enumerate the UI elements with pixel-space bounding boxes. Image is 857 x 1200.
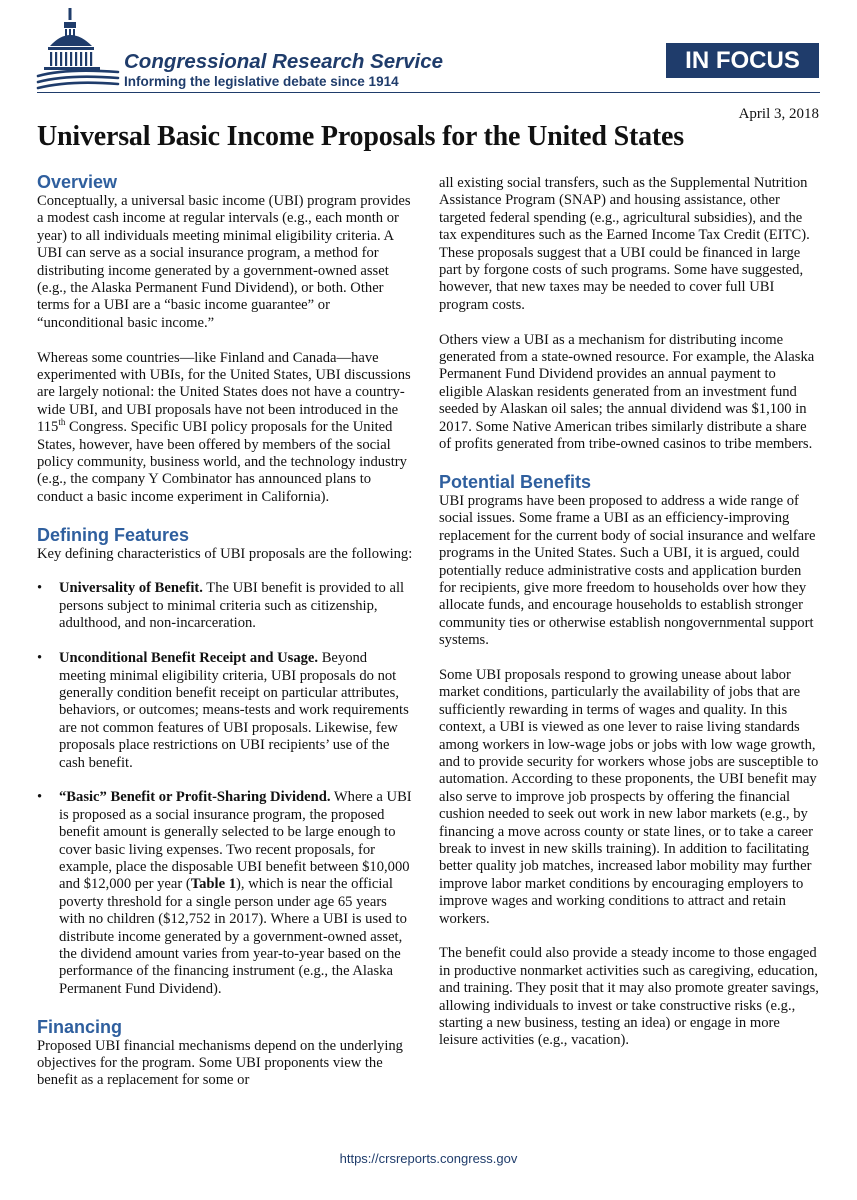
table-reference: Table 1 bbox=[190, 876, 236, 893]
brand-tagline: Informing the legislative debate since 1914 bbox=[124, 74, 399, 89]
section-heading-overview: Overview bbox=[37, 172, 118, 192]
list-item bbox=[37, 789, 414, 998]
financing-paragraph-1: Proposed UBI financial mechanisms depend on the underlying objectives for the program. Some UBI proponents view the benefit as a replacement for some or bbox=[37, 1037, 403, 1089]
defining-features-intro: Key defining characteristics of UBI proposals are the following: bbox=[37, 545, 413, 562]
list-item bbox=[37, 580, 414, 632]
footer-url-link[interactable]: https://crsreports.congress.gov bbox=[339, 1151, 518, 1166]
in-focus-badge: IN FOCUS bbox=[666, 43, 819, 78]
brand-name: Congressional Research Service bbox=[124, 50, 444, 73]
benefits-paragraph-2: Some UBI proposals respond to growing unease about labor market conditions, particularly the availability of jobs that are sufficiently rewarding in terms of wages and quality. In this context, a UBI is viewed as one lever to raise living standards among workers in low-wage jobs or jobs with low wage growth, and to provide security for workers whose jobs are susceptible to automation. According to these proponents, the UBI benefit may also serve to improve job prospects by offering the financial cushion needed to seek out work in new labor markets (e.g., by financing a move across county or state lines, or to take a career break to invest in new skills training). In addition to facilitating better quality job matches, increased labor mobility may further improve labor market conditions by encouraging employers to improve wages and working conditions to attract and retain workers. bbox=[439, 666, 819, 927]
overview-paragraph-1: Conceptually, a universal basic income (UBI) program provides a modest cash income at regular intervals (e.g., each month or year) to all individuals meeting minimal eligibility criteria. A UBI can serve as a social insurance program, a method for distributing income generated by a government-owned asset (e.g., the Alaska Permanent Fund Dividend), or both. Other terms for a UBI are a “basic income guarantee” or “unconditional basic income.” bbox=[37, 193, 411, 331]
feature-term: “Basic” Benefit or Profit-Sharing Dividend. bbox=[59, 789, 331, 806]
section-heading-potential-benefits: Potential Benefits bbox=[439, 471, 592, 492]
feature-text: Beyond meeting minimal eligibility criteria, UBI proposals do not generally condition benefit receipt on particular attributes, behaviors, or outcomes; means-tests and work requirements are not common features of UBI proposals. Likewise, few proposals place restrictions on UBI recipients’ use of the cash benefit. bbox=[59, 650, 409, 771]
benefits-paragraph-3: The benefit could also provide a steady income to those engaged in productive nonmarket activities such as caregiving, education, and training. They posit that it may also promote greater savings, allowing individuals to invest or take constructive risks (e.g., starting a new business, testing an idea) or engage in more leisure activities (e.g., vacation). bbox=[439, 945, 819, 1049]
feature-text: ), which is near the official poverty threshold for a single person under age 65 years with no children ($12,752 in 2017). Where a UBI is used to distribute income generated by a government-owned asset, the dividend amount varies from year-to-year based on the performance of the financing instrument (e.g., the Alaska Permanent Fund Dividend). bbox=[59, 876, 407, 997]
section-heading-financing: Financing bbox=[37, 1016, 122, 1037]
financing-paragraph-2: Others view a UBI as a mechanism for distributing income generated from a state-owned resource. For example, the Alaska Permanent Fund Dividend provides an annual payment to eligible Alaskan residents generated from an investment fund seeded by Alaskan oil sales; the annual dividend was $1,100 in 2017. Some Native American tribes similarly distribute a share of profits generated from tribe-owned casinos to tribe members. bbox=[439, 331, 815, 453]
feature-term: Unconditional Benefit Receipt and Usage. bbox=[59, 650, 319, 667]
publication-date: April 3, 2018 bbox=[738, 106, 819, 122]
right-column bbox=[439, 175, 821, 1050]
benefits-paragraph-1: UBI programs have been proposed to address a wide range of social issues. Some frame a UBI as an efficiency-improving replacement for the current body of social insurance and welfare programs in the United States. Such a UBI, it is argued, could potentially reduce administrative costs and application burden for recipients, give more freedom to households over how they allocate funds, and encourage households to establish stronger community ties or otherwise establish nongovernmental support systems. bbox=[439, 492, 816, 649]
header-divider bbox=[37, 92, 820, 93]
bullet-icon: • bbox=[37, 789, 43, 806]
overview-paragraph-2: Whereas some countries—like Finland and Canada—have experimented with UBIs, for the United States, UBI discussions are largely notional: the United States does not have a country-wide UBI, and UBI proposals have not been introduced in the 115th Congress. Specific UBI policy proposals for the United States, however, have been offered by members of the social policy community, business world, and the technology industry (e.g., the company Y Combinator has announced plans to conduct a basic income experiment in California). bbox=[37, 349, 411, 505]
financing-paragraph-1-continued: all existing social transfers, such as the Supplemental Nutrition Assistance Program (SNAP) and housing assistance, other targeted federal spending (e.g., agricultural subsidies), and the tax expenditures such as the Earned Income Tax Credit (EITC). These proposals suggest that a UBI could be financed in large part by forgone costs of such programs. Some have suggested, however, that new taxes may be needed to cover full UBI program costs. bbox=[439, 175, 810, 313]
section-heading-defining-features: Defining Features bbox=[37, 524, 190, 545]
defining-features-list bbox=[37, 580, 414, 998]
bullet-icon: • bbox=[37, 650, 43, 667]
feature-text: Where a UBI is proposed as a social insurance program, the proposed benefit amount is generally selected to be large enough to cover basic living expenses. Two recent proposals, for example, place the disposable UBI benefit between $10,000 and $12,000 per year ( bbox=[59, 789, 412, 893]
feature-text: The UBI benefit is provided to all persons subject to minimal criteria such as citizenship, adulthood, and non-incarceration. bbox=[59, 580, 405, 632]
bullet-icon: • bbox=[37, 580, 43, 597]
list-item bbox=[37, 650, 414, 772]
left-column bbox=[37, 171, 414, 1090]
page-title: Universal Basic Income Proposals for the United States bbox=[37, 121, 684, 152]
feature-term: Universality of Benefit. bbox=[59, 580, 203, 597]
capitol-dome-logo bbox=[36, 6, 120, 92]
